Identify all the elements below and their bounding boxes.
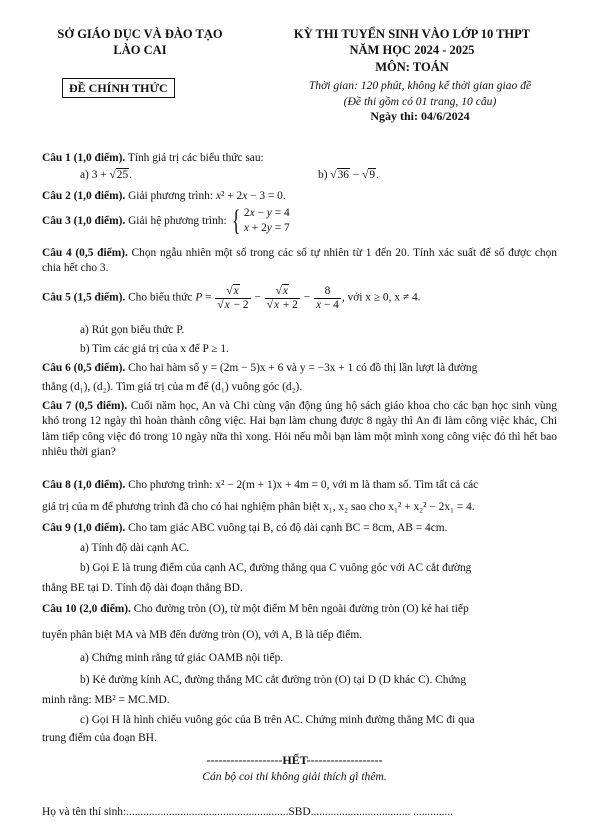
department-line-1: SỞ GIÁO DỤC VÀ ĐÀO TẠO [57,27,223,41]
q10-part-b-1: b) Kẻ đường kính AC, đường thẳng MC cắt đường tròn (O) tại D (D khác C). Chứng [80,674,467,686]
q10-label: Câu 10 (2,0 điểm). [42,603,131,615]
department-line-2: LÀO CAI [113,43,167,58]
q5-text: Cho biểu thức [125,291,196,304]
q10-part-c-2: trung điểm của đoạn BH. [42,732,157,744]
q2-text: Giải phương trình: [125,190,216,202]
question-2: Câu 2 (1,0 điểm). Giải phương trình: x² + 2x − 3 = 0. [42,190,286,202]
q10-part-c-1: c) Gọi H là hình chiếu vuông góc của B trên AC. Chứng minh đường thẳng MC đi qua [80,714,475,726]
end-marker: -------------------HẾT------------------- [206,753,383,767]
question-5: Câu 5 (1,5 điểm). Cho biểu thức P = $\frac{√x}{√x - 2}$ − $\frac{√x}{√x + 2}$ − $\frac{8}{x - 4}$ , với x ≥ 0, x ≠ 4. [42,285,421,311]
q9-text: Cho tam giác ABC vuông tại B, có độ dài cạnh BC = 8cm, AB = 4cm. [125,522,448,534]
q9-part-b-1: b) Gọi E là trung điểm của cạnh AC, đường thẳng qua C vuông góc với AC cắt đường [80,562,472,574]
question-8-line-2: giá trị của m để phương trình đã cho có hai nghiệm phân biệt x₁, x₂ sao cho x₁² + x₂² − 2x₁ = 4. [42,501,475,513]
exam-header [262,26,562,75]
pages-line: (Đề thi gồm có 01 trang, 10 câu) [343,94,497,108]
q1-label: Câu 1 (1,0 điểm). [42,152,126,164]
question-10-line-2: tuyến phân biệt MA và MB đến đường tròn (O), với A, B là tiếp điểm. [42,629,363,641]
question-9 [42,521,557,536]
question-1 [42,151,557,166]
q8-label: Câu 8 (1,0 điểm). [42,479,126,491]
school-year: NĂM HỌC 2024 - 2025 [349,43,475,58]
q8-text-1: Cho phương trình: x² − 2(m + 1)x + 4m = 0, với m là tham số. Tìm tất cả các [125,479,479,491]
q6-text-1: Cho hai hàm số y = (2m − 5)x + 6 và y = −3x + 1 có đồ thị lần lượt là đường [125,362,478,374]
q1-a-label: a) [80,169,92,181]
exam-title: KỲ THI TUYỂN SINH VÀO LỚP 10 THPT [293,27,531,41]
q3-text: Giải hệ phương trình: [125,215,230,227]
q4-text: Chọn ngẫu nhiên một số trong các số tự nhiên từ 1 đến 20. Tính xác suất để số được chọn chia hết cho 3. [42,247,557,275]
q9-label: Câu 9 (1,0 điểm). [42,522,126,534]
proctor-note: Cán bộ coi thi không giải thích gì thêm. [202,770,387,783]
q5-condition: , với x ≥ 0, x ≠ 4. [341,291,421,304]
q4-label: Câu 4 (0,5 điểm). [42,247,128,259]
question-7 [42,399,557,461]
question-6 [42,361,557,376]
q10-part-a: a) Chứng minh rằng tứ giác OAMB nội tiếp. [80,652,284,664]
q1-b-label: b) [318,169,331,181]
time-line: Thời gian: 120 phút, không kể thời gian giao đề [308,79,532,92]
question-3: Câu 3 (1,0 điểm). Giải hệ phương trình: { 2x − y = 4 x + 2y = 7 [42,204,290,238]
question-6-line-2: thẳng (d₁), (d₂). Tìm giá trị của m để (d₁) vuông góc (d₂). [42,381,303,393]
question-10 [42,602,557,617]
q5-part-b: b) Tìm các giá trị của x để P ≥ 1. [80,343,229,355]
q10-part-b-2: minh rằng: MB² = MC.MD. [42,694,170,706]
official-stamp: ĐỀ CHÍNH THỨC [62,78,175,98]
q2-label: Câu 2 (1,0 điểm). [42,190,126,202]
time-note [270,78,570,110]
q9-part-a: a) Tính độ dài cạnh AC. [80,542,190,554]
candidate-info-line: Họ và tên thí sinh:.........................................................SBD................................... .............. [42,806,454,818]
subject: MÔN: TOÁN [375,59,449,74]
q7-label: Câu 7 (0,5 điểm). [42,400,128,412]
q7-text: Cuối năm học, An và Chi cùng vận động ủng hộ sách giáo khoa cho các bạn học sinh vùng khó trong 12 ngày thì hoàn thành công việc. Hai bạn làm chung được 8 ngày thì An đi làm công việc khác, Chi làm tiếp công việc đó trong 10 ngày nữa thì xong. Hỏi nếu mỗi bạn làm một mình xong công việc đó thì hết bao nhiêu thời gian? [42,400,557,459]
q1-part-a: a) 3 + √25. [80,169,133,181]
q3-label: Câu 3 (1,0 điểm). [42,215,126,227]
q10-text-1: Cho đường tròn (O), từ một điểm M bên ngoài đường tròn (O) kẻ hai tiếp [130,603,469,615]
question-4 [42,246,557,277]
q1-part-b: b) √36 − √9. [318,169,379,181]
q5-part-a: a) Rút gọn biểu thức P. [80,324,185,336]
q5-label: Câu 5 (1,5 điểm). [42,291,126,304]
exam-date: Ngày thi: 04/6/2024 [370,109,470,123]
q6-label: Câu 6 (0,5 điểm). [42,362,126,374]
q1-text: Tính giá trị các biểu thức sau: [125,152,264,164]
department-header [40,26,240,59]
q9-part-b-2: thẳng BE tại D. Tính độ dài đoạn thẳng BD. [42,582,243,594]
question-8 [42,478,557,493]
